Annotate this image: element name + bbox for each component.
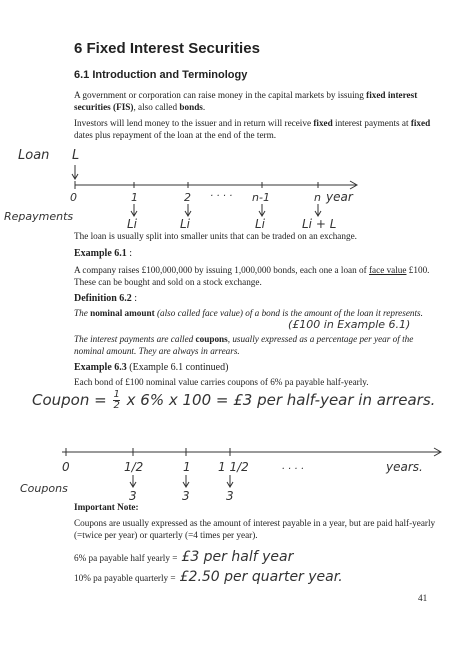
coupon-calc-lhs: Coupon = [32,391,107,409]
term-nominal-amount: nominal amount [90,308,155,318]
example-6-1-text-b: £100. [406,265,430,275]
time-label-n: n [314,191,321,204]
definition-text-2 [74,333,442,357]
coupons-label: Coupons [20,482,68,495]
fraction-numerator: 1 [113,389,120,400]
term-coupons: coupons [195,334,228,344]
repayments-label: Repayments [4,210,74,223]
time-label-2: 2 [184,191,191,204]
ctime-dots: . . . . [282,461,305,472]
calc-label-1: 6% pa payable half yearly = [74,553,178,563]
coupon-fraction [113,390,119,411]
definition-text-d: , usually expressed as a percentage per year of the nominal amount. They are always in arrears. [74,334,414,356]
ctime-1-half: 1 1/2 [218,460,249,474]
loan-label: Loan [18,148,50,163]
term-bonds: bonds [179,102,203,112]
time-label-n-1: n-1 [252,191,270,204]
example-6-1-title: Example 6.1 [74,248,127,259]
ctime-0: 0 [62,460,70,474]
calc-answer-1: £3 per half year [181,549,294,565]
para1-text-end: . [202,102,206,112]
para2-text-mid: interest payments at [332,118,411,128]
definition-suffix: : [131,293,138,304]
example-6-1-heading [74,248,132,260]
time-label-dots: · · · · [210,191,233,202]
important-note-heading: Important Note: [74,502,139,512]
coupon-calculation [32,390,435,411]
coupon-axis-label: years. [386,460,423,474]
coupon-timeline [0,440,474,510]
section-title: 6.1 Introduction and Terminology [74,69,248,81]
payment-n-1: Li [255,217,266,231]
example-6-1-suffix: : [126,248,133,259]
coupon-calc-rhs: x 6% x 100 = £3 per half-year in arrears. [126,391,436,409]
investor-paragraph [74,117,434,141]
payment-n: Li + L [302,217,337,231]
example-6-3-heading [74,362,228,374]
example-6-1-text-a: A company raises £100,000,000 by issuing 1,000,000 bonds, each one a loan of [74,265,369,275]
coupon-payment-3: 3 [226,489,234,503]
example-6-3-sub: (Example 6.1 continued) [129,362,229,373]
calc-label-2: 10% pa payable quarterly = [74,573,176,583]
example-6-3-title: Example 6.3 [74,362,127,373]
para1-text: A government or corporation can raise money in the capital markets by issuing [74,90,367,100]
definition-text-c: The interest payments are called [74,334,196,344]
ctime-1: 1 [183,460,191,474]
intro-paragraph [74,89,434,113]
page-number: 41 [418,593,428,603]
definition-text-b: (also called face value) of a bond is the amount of the loan it represents. [154,308,423,318]
calc-row-1 [74,548,293,566]
term-fis: fixed interest securities (FIS) [74,90,418,112]
example-6-1-text [74,264,444,288]
coupon-payment-1: 3 [129,489,137,503]
ctime-half: 1/2 [124,460,144,474]
definition-hand-note: (£100 in Example 6.1) [288,318,411,331]
loan-marker: L [72,148,80,163]
para2-text-end: dates plus repayment of the loan at the end of the term. [74,130,277,140]
fraction-denominator: 2 [113,400,120,411]
payment-1: Li [127,217,138,231]
payment-2: Li [180,217,191,231]
calc-answer-2: £2.50 per quarter year. [179,569,343,585]
term-fixed-2: fixed [410,118,431,128]
axis-label-year: year [326,190,353,204]
definition-6-2-heading [74,293,137,305]
term-fixed-1: fixed [313,118,333,128]
calc-row-2 [74,568,343,586]
face-value-underlined: face value [368,265,407,275]
loan-timeline [0,160,474,240]
chapter-title: 6 Fixed Interest Securities [74,40,260,57]
time-label-1: 1 [131,191,138,204]
important-note-text: Coupons are usually expressed as the amount of interest payable in a year, but are paid half-yearly (=twice per year) or quarterly (=4 times per year). [74,518,436,540]
definition-text-a: The [74,308,91,318]
example-6-3-text: Each bond of £100 nominal value carries coupons of 6% pa payable half-yearly. [74,377,369,387]
split-paragraph: The loan is usually split into smaller units that can be traded on an exchange. [74,231,357,241]
para1-text-mid: , also called [133,102,180,112]
coupon-payment-2: 3 [182,489,190,503]
definition-title: Definition 6.2 [74,293,132,304]
time-label-0: 0 [70,191,77,204]
example-6-1-text-c: These can be bought and sold on a stock exchange. [74,277,262,287]
para2-text: Investors will lend money to the issuer and in return will receive [74,118,314,128]
